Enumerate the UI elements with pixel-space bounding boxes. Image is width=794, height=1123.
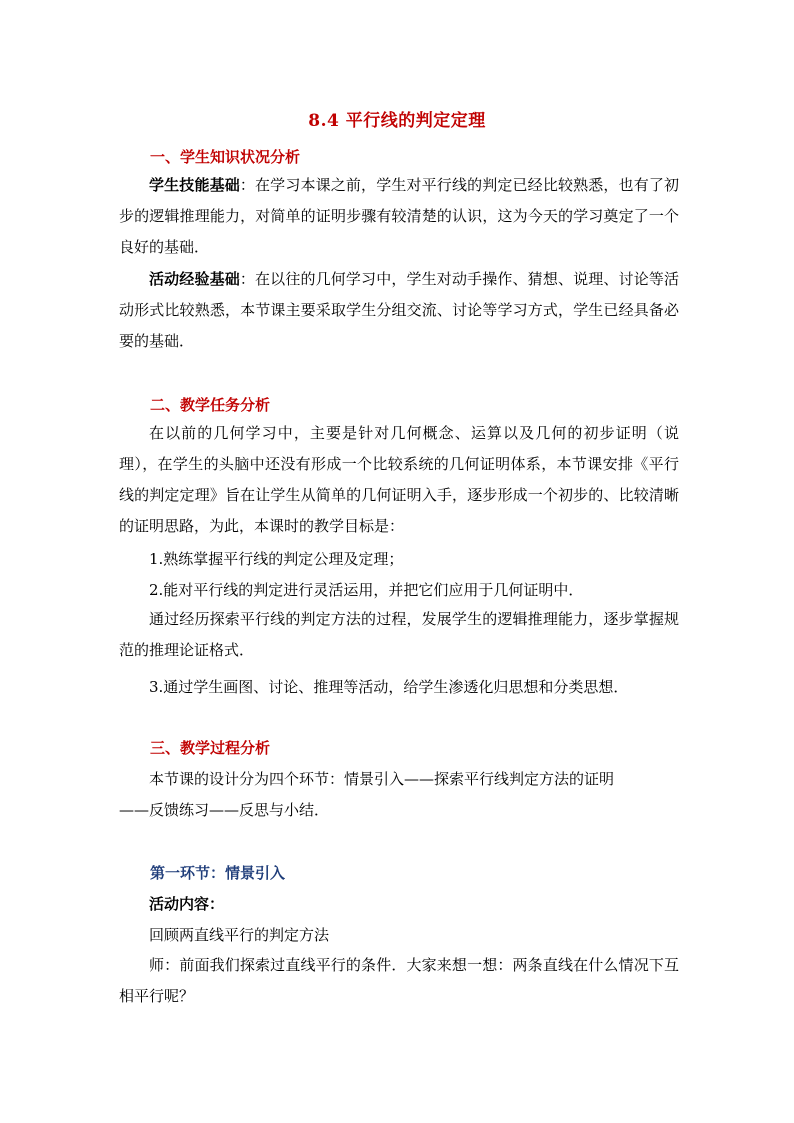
section-heading-3: 三、教学过程分析 bbox=[150, 739, 271, 757]
section-heading-1: 一、学生知识状况分析 bbox=[150, 148, 301, 166]
paragraph-task-intro bbox=[119, 418, 679, 542]
activity-content-label: 活动内容： bbox=[149, 895, 225, 913]
sub-heading-step-1: 第一环节：情景引入 bbox=[150, 864, 286, 882]
document-title: 8.4 平行线的判定定理 bbox=[308, 111, 486, 131]
process-line-1: 本节课的设计分为四个环节：情景引入——探索平行线判定方法的证明 bbox=[149, 770, 615, 788]
activity-basis-label: 活动经验基础 bbox=[149, 270, 240, 288]
activity-basis-text: ：在以往的几何学习中，学生对动手操作、猜想、说理、讨论等活动形式比较熟悉，本节课主要采取学生分组交流、讨论等学习方式，学生已经具备必要的基础． bbox=[119, 270, 679, 350]
skill-basis-label: 学生技能基础 bbox=[149, 176, 240, 194]
goal-extra-text: 通过经历探索平行线的判定方法的过程，发展学生的逻辑推理能力，逐步掌握规范的推理论证格式． bbox=[119, 610, 679, 659]
review-text: 回顾两直线平行的判定方法 bbox=[149, 926, 330, 944]
section-heading-2: 二、教学任务分析 bbox=[150, 396, 271, 414]
paragraph-activity-basis bbox=[119, 264, 679, 357]
paragraph-goal-extra bbox=[119, 604, 679, 666]
paragraph-skill-basis bbox=[119, 170, 679, 263]
paragraph-teacher bbox=[119, 950, 679, 1012]
goal-3: 3.通过学生画图、讨论、推理等活动，给学生渗透化归思想和分类思想． bbox=[149, 678, 629, 696]
task-intro-text: 在以前的几何学习中，主要是针对几何概念、运算以及几何的初步证明（说理），在学生的头脑中还没有形成一个比较系统的几何证明体系，本节课安排《平行线的判定定理》旨在让学生从简单的几何证明入手，逐步形成一个初步的、比较清晰的证明思路，为此，本课时的教学目标是： bbox=[119, 424, 679, 535]
skill-basis-text: ：在学习本课之前，学生对平行线的判定已经比较熟悉，也有了初步的逻辑推理能力，对简单的证明步骤有较清楚的认识，这为今天的学习奠定了一个良好的基础． bbox=[119, 176, 679, 256]
goal-1: 1.熟练掌握平行线的判定公理及定理； bbox=[149, 550, 404, 568]
process-line-2: ——反馈练习——反思与小结． bbox=[119, 801, 330, 819]
goal-2: 2.能对平行线的判定进行灵活运用，并把它们应用于几何证明中． bbox=[149, 581, 584, 599]
teacher-text: 师：前面我们探索过直线平行的条件．大家来想一想：两条直线在什么情况下互相平行呢？ bbox=[119, 956, 679, 1005]
